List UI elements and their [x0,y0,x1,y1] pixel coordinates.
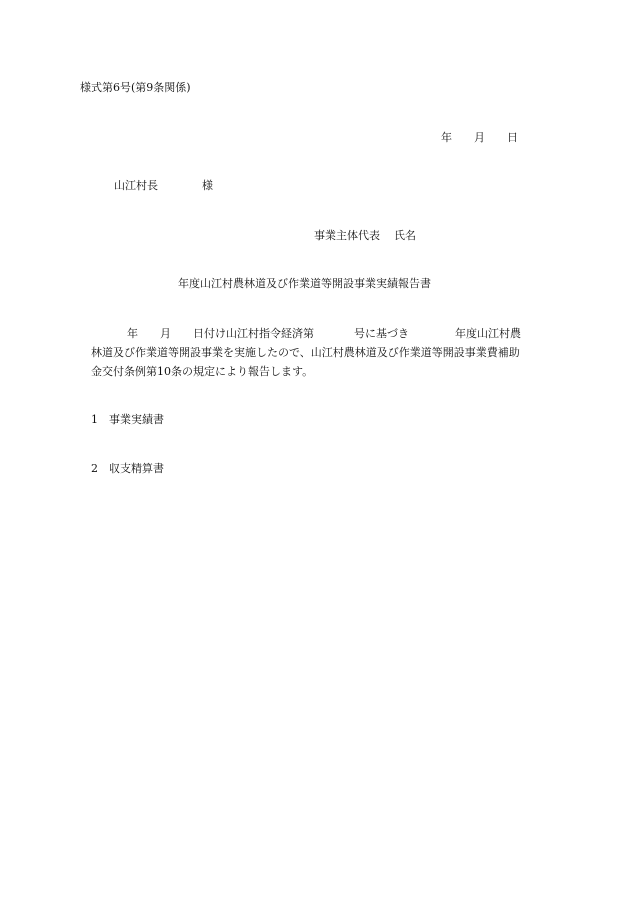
date-day-label: 日 [507,131,518,144]
attachment-item-number: 2 [91,462,98,475]
sender-line [314,228,416,244]
body-line-2: 林道及び作業道等開設事業を実施したので、山江村農林道及び作業道等開設事業費補助 [91,346,520,359]
sender-label: 事業主体代表 [314,229,380,242]
body-paragraph [91,324,561,381]
form-number: 様式第6号(第9条関係) [80,81,191,94]
addressee-honorific: 様 [202,179,213,192]
sender-name-label: 氏名 [394,229,416,242]
body-line-1 [91,324,561,343]
body-line-3: 金交付条例第10条の規定により報告します。 [91,365,314,378]
addressee-line [114,178,213,194]
document-title: 年度山江村農林道及び作業道等開設事業実績報告書 [178,277,431,290]
attachment-item-number: 1 [91,413,98,426]
attachment-item-label: 事業実績書 [109,413,164,426]
body-year-label: 年 [127,327,138,340]
date-month-label: 月 [474,131,485,144]
attachment-item [91,461,164,477]
date-line [441,130,518,146]
attachment-item [91,412,164,428]
body-year-prefix: 年度山江村農 [455,327,521,340]
body-month-label: 月 [160,327,171,340]
body-number-text: 号に基づき [354,327,409,340]
body-ref-text: 日付け山江村指令経済第 [193,327,314,340]
attachment-item-label: 収支精算書 [109,462,164,475]
addressee-name: 山江村長 [114,179,158,192]
date-year-label: 年 [441,131,452,144]
